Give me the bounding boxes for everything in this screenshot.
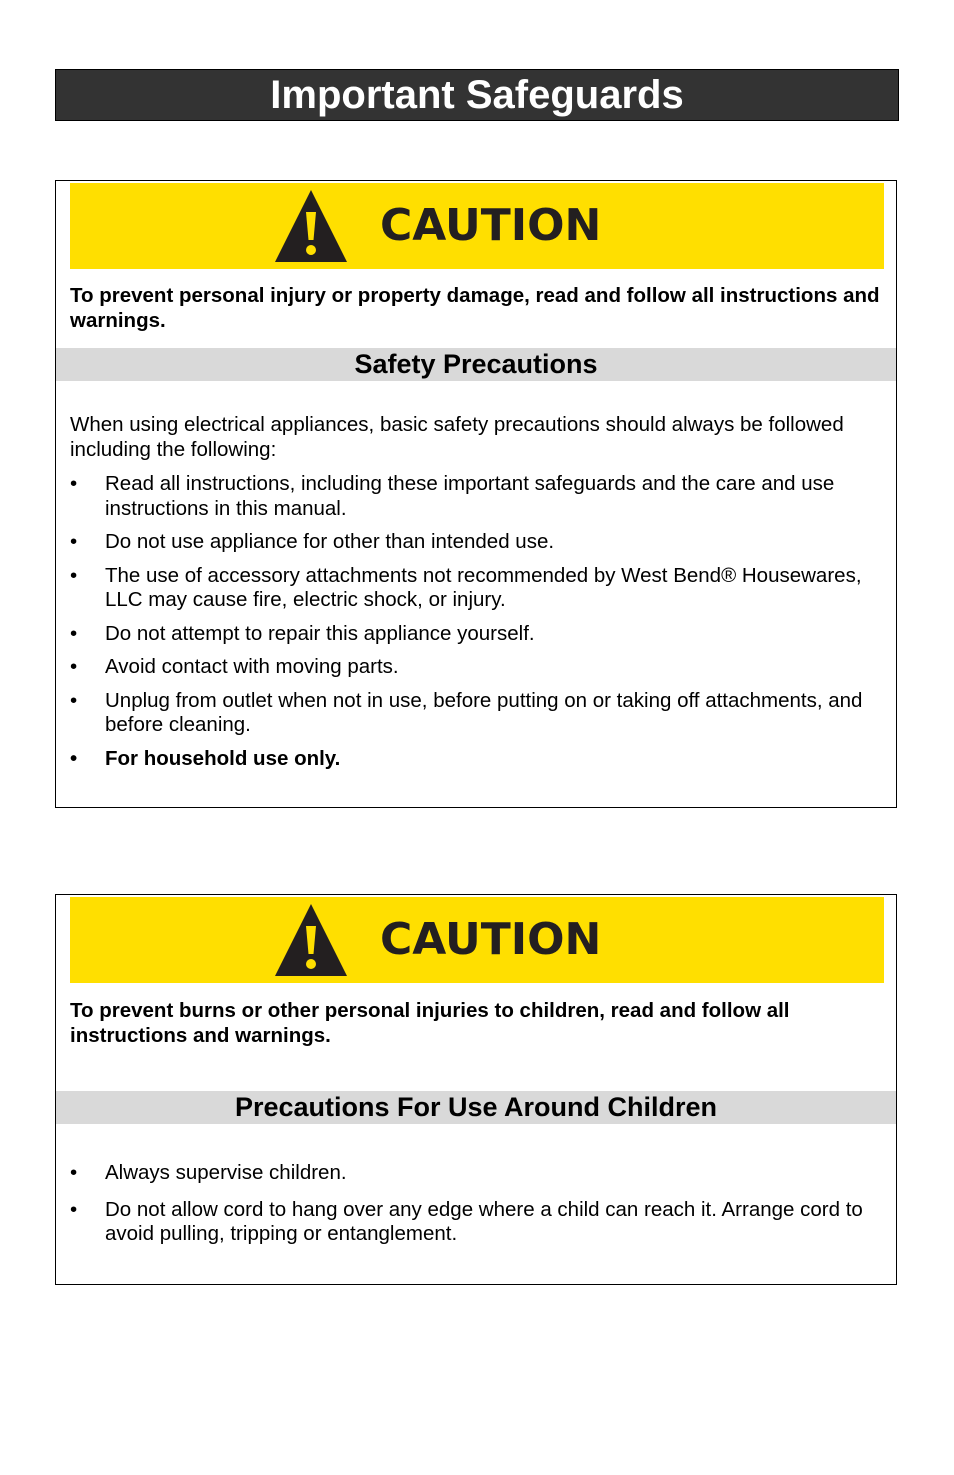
list-item: • The use of accessory attachments not recommended by West Bend® Housewares, LLC may cause fire, electric shock, or injury. (70, 563, 862, 611)
page-title: Important Safeguards (55, 69, 899, 121)
list-item: • Do not attempt to repair this appliance yourself. (70, 621, 535, 645)
bullet: • (70, 472, 78, 495)
list-item: • Avoid contact with moving parts. (70, 655, 399, 678)
warning-text: To prevent burns or other personal injuries to children, read and follow all instructions and warnings. (70, 999, 790, 1047)
bullet: • (70, 655, 78, 678)
list-item: • Do not allow cord to hang over any edge where a child can reach it. Arrange cord to avoid pulling, tripping or entanglement. (70, 1197, 863, 1245)
list-item: • Read all instructions, including these important safeguards and the care and use instructions in this manual. (70, 472, 835, 520)
caution-label: CAUTION (380, 914, 602, 965)
bullet: • (70, 563, 78, 587)
bullet: • (70, 1197, 78, 1221)
section-title: Precautions For Use Around Children (56, 1091, 896, 1124)
caution-banner (70, 183, 884, 269)
bullet: • (70, 1161, 78, 1184)
bullet: • (70, 746, 78, 770)
intro-text: When using electrical appliances, basic safety precautions should always be followed including the following: (70, 413, 844, 461)
warning-text: To prevent personal injury or property damage, read and follow all instructions and warnings. (70, 284, 880, 332)
safety-precautions-box (55, 180, 897, 808)
list-item: • Unplug from outlet when not in use, before putting on or taking off attachments, and before cleaning. (70, 688, 863, 736)
safety-list (56, 472, 896, 780)
warning-triangle-icon (274, 188, 348, 264)
warning-triangle-icon (274, 902, 348, 978)
caution-banner (70, 897, 884, 983)
list-item: • Do not use appliance for other than intended use. (70, 530, 555, 553)
list-item: • For household use only. (70, 746, 341, 770)
bullet: • (70, 530, 78, 553)
list-item: • Always supervise children. (70, 1161, 347, 1184)
bullet: • (70, 688, 78, 712)
children-list (56, 1161, 896, 1256)
section-title: Safety Precautions (56, 348, 896, 381)
bullet: • (70, 621, 78, 645)
caution-label: CAUTION (380, 200, 602, 251)
children-precautions-box (55, 894, 897, 1285)
